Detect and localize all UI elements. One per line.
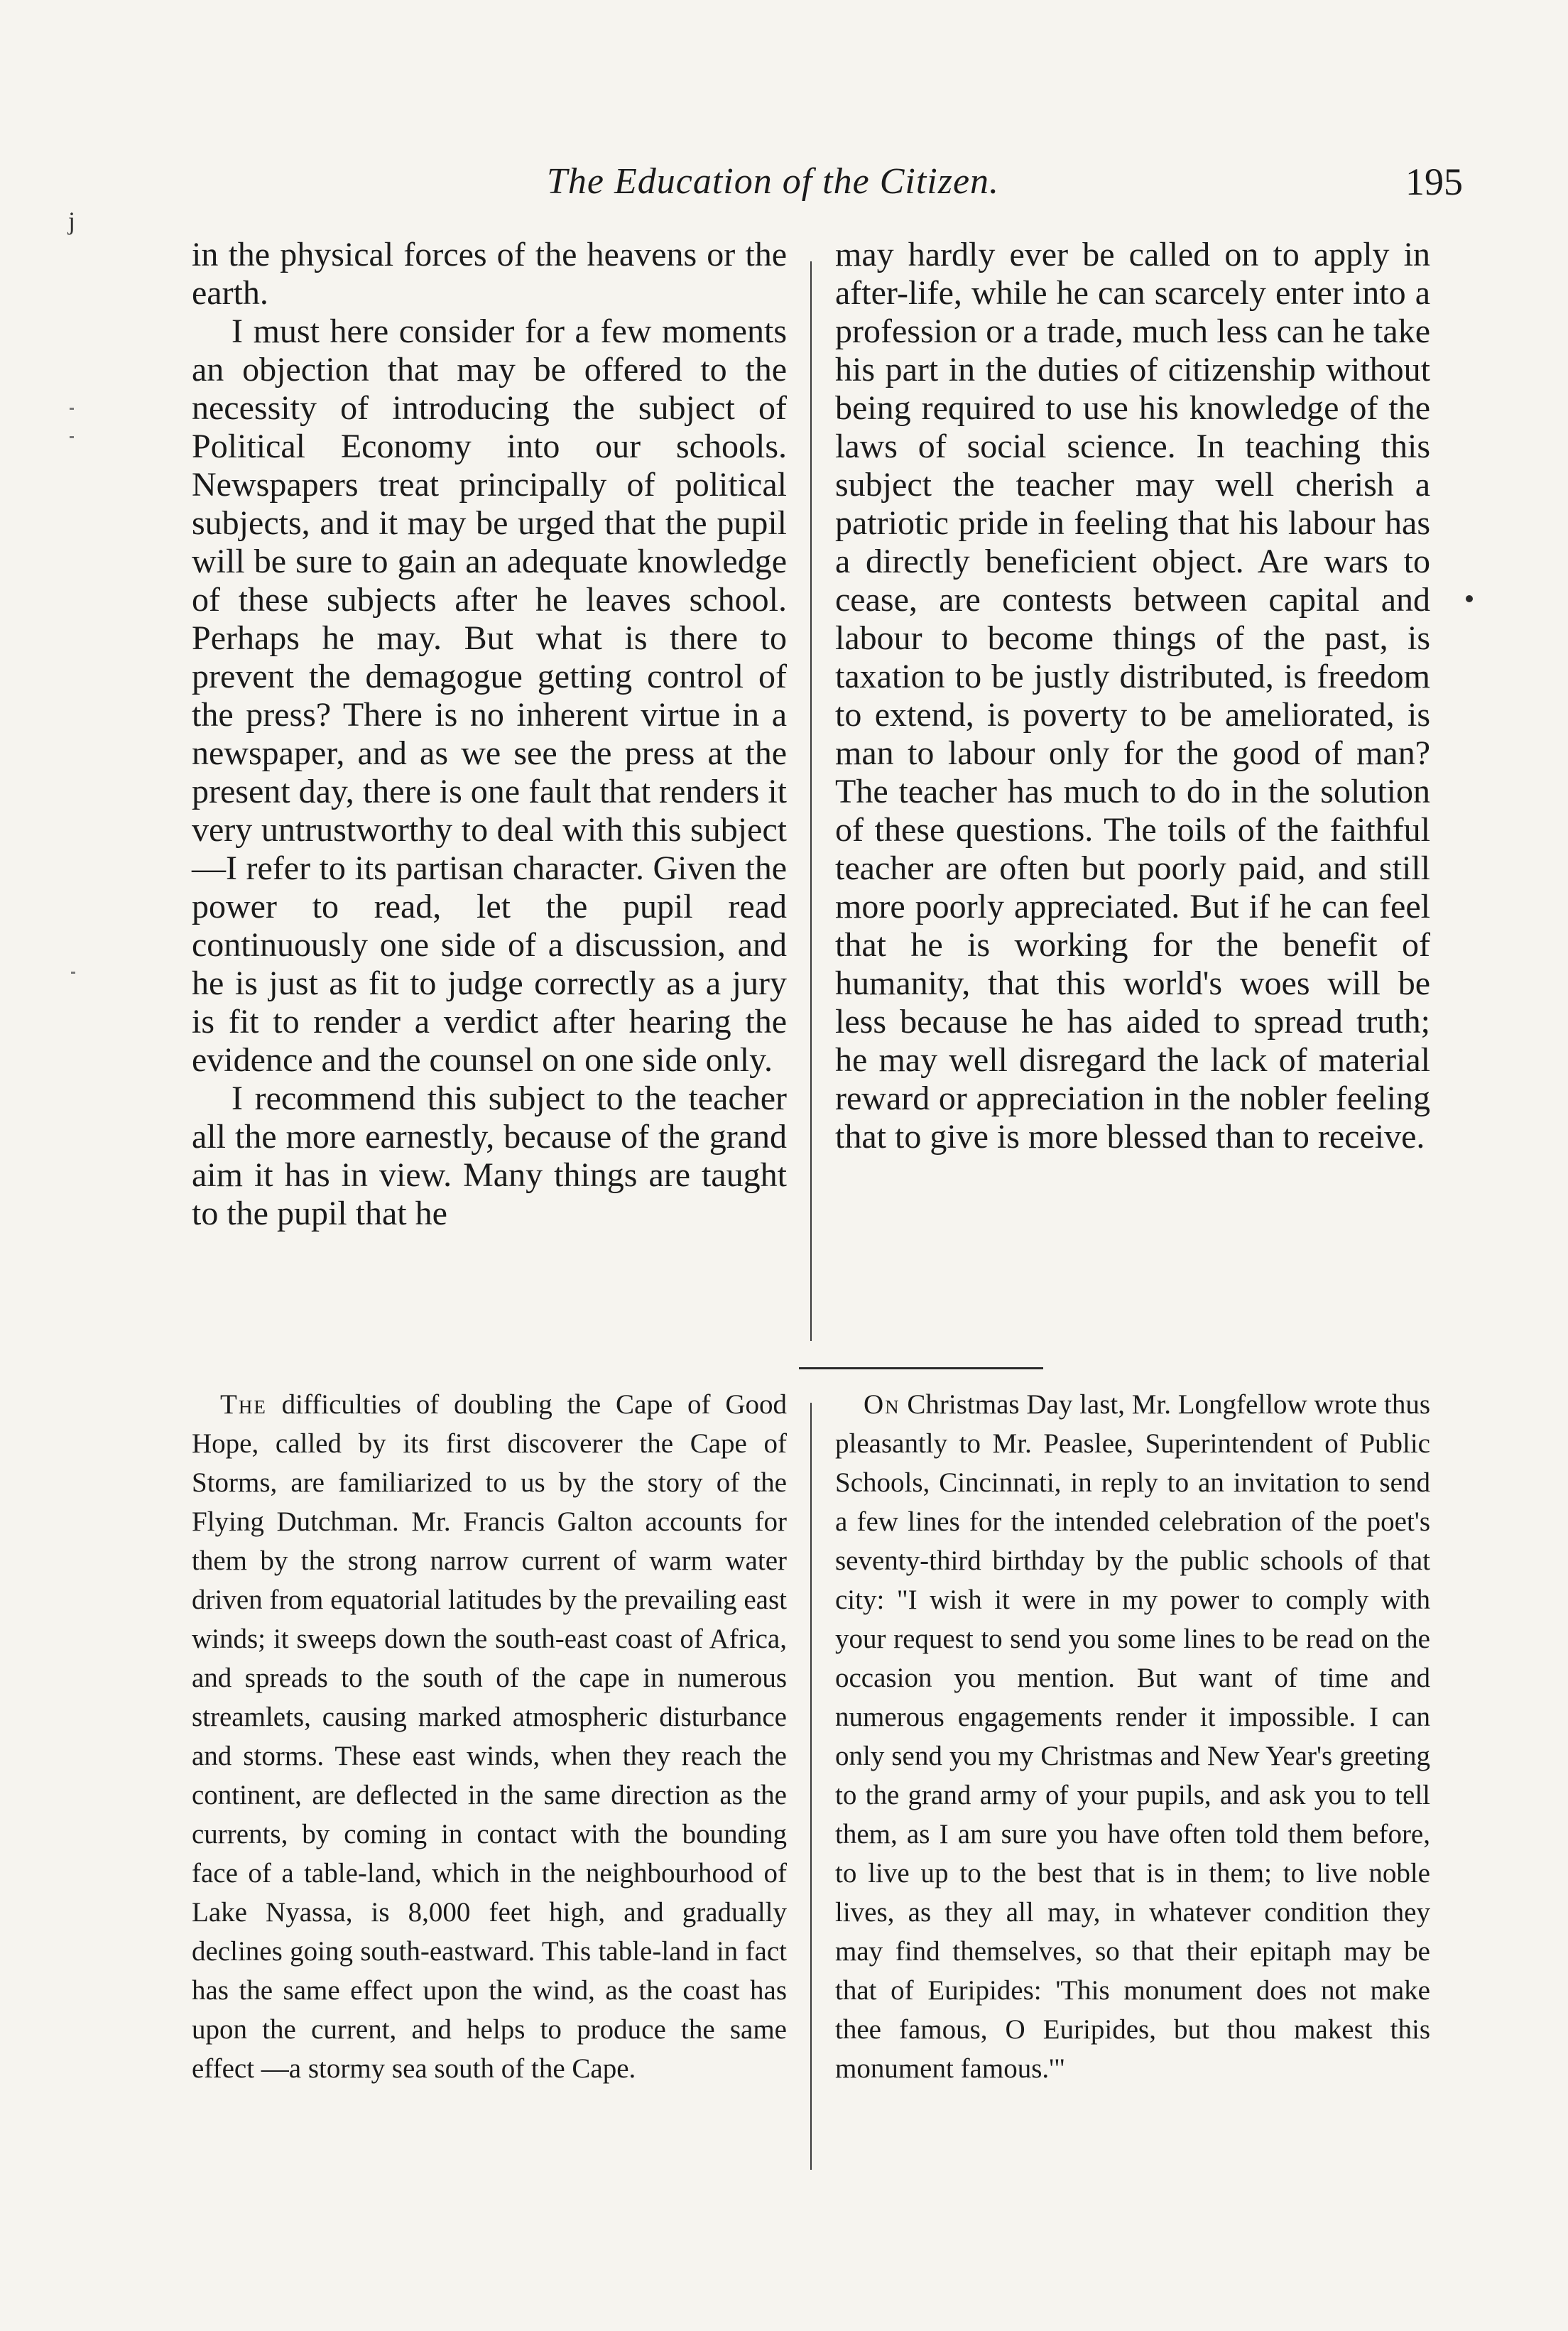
paragraph: may hardly ever be called on to apply in after-life, while he can scarcely enter into a profession or a trade, much less can he take his part in the duties of citizenship without being required to use his knowledge of the laws of social science. In teaching this subject the teacher may well cherish a patriotic pride in feeling that his labour has a directly beneficient object. Are wars to cease, are contests between capital and labour to become things of the past, is taxation to be justly distributed, is freedom to extend, is poverty to be ameliorated, is man to labour only for the good of man? The teacher has much to do in the solution of these questions. The toils of the faithful teacher are often but poorly paid, and still more poorly appreciated. But if he can feel that he is working for the benefit of humanity, that this world's woes will be less because he has aided to spread truth; he may well disregard the lack of material reward or appreciation in the nobler feeling that to give is more blessed than to receive.: [835, 236, 1430, 1156]
margin-mark: j: [68, 207, 76, 235]
lead-word: On: [864, 1389, 900, 1420]
note-cape-of-storms: [192, 1385, 787, 2088]
paragraph: I recommend this subject to the teacher all the more earnestly, because of the grand aim it has in view. Many things are taught to the pupil that he: [192, 1080, 787, 1232]
margin-speck: [70, 436, 74, 438]
paragraph: [192, 1385, 787, 2088]
note-text: difficulties of doubling the Cape of Good Hope, called by its first discoverer the Cape of Storms, are familiarized to us by the story of the Flying Dutchman. Mr. Francis Galton accounts for them by the strong narrow current of warm water driven from equatorial latitudes by the prevailing east winds; it sweeps down the south-east coast of Africa, and spreads to the south of the cape in numerous streamlets, causing marked atmospheric disturbance and storms. These east winds, when they reach the continent, are deflected in the same direction as the currents, by coming in contact with the bounding face of a table-land, which in the neighbourhood of Lake Nyassa, is 8,000 feet high, and gradually declines going south-eastward. This table-land in fact has the same effect upon the wind, as the coast has upon the current, and helps to produce the same effect —a stormy sea south of the Cape.: [192, 1389, 788, 2084]
paragraph: [835, 1385, 1430, 2088]
running-title: The Education of the Citizen.: [547, 161, 1000, 202]
margin-bullet: [1466, 595, 1473, 602]
margin-speck: [70, 408, 74, 410]
page-number: 195: [1405, 161, 1463, 203]
running-head: [497, 153, 1463, 210]
paragraph: in the physical forces of the heavens or the earth.: [192, 236, 787, 312]
article-left-column: [192, 236, 787, 1233]
margin-speck: [71, 972, 75, 974]
note-text: Christmas Day last, Mr. Longfellow wrote thus pleasantly to Mr. Peaslee, Superintendent of Public Schools, Cincinnati, in reply to an invitation to send a few lines for the intended celebration of the poet's seventy-third birthday by the public schools of that city: "I wish it were in my power to comply with your request to send you some lines to be read on the occasion you mention. But want of time and numerous engagements render it impossible. I can only send you my Christmas and New Year's greeting to the grand army of your pupils, and ask you to tell them, as I am sure you have often told them before, to live up to the best that is in them; to live noble lives, as they all may, in whatever condition they may find themselves, so that their epitaph may be that of Euripides: 'This monument does not make thee famous, O Euripides, but thou makest this monument famous.'": [835, 1389, 1431, 2084]
column-divider: [810, 261, 812, 1341]
column-divider: [810, 1403, 812, 2170]
paragraph: I must here consider for a few moments an objection that may be offered to the necessity of introducing the subject of Political Economy into our schools. Newspapers treat principally of political subjects, and it may be urged that the pupil will be sure to gain an adequate knowledge of these subjects after he leaves school. Perhaps he may. But what is there to prevent the demagogue getting control of the press? There is no inherent virtue in a newspaper, and as we see the press at the present day, there is one fault that renders it very untrustworthy to deal with this subject—I refer to its partisan character. Given the power to read, let the pupil read continuously one side of a discussion, and he is just as fit to judge correctly as a jury is fit to render a verdict after hearing the evidence and the counsel on one side only.: [192, 313, 787, 1079]
lead-word: The: [220, 1389, 267, 1420]
section-divider: [799, 1367, 1043, 1369]
note-longfellow: [835, 1385, 1430, 2088]
article-right-column: [835, 236, 1430, 1156]
